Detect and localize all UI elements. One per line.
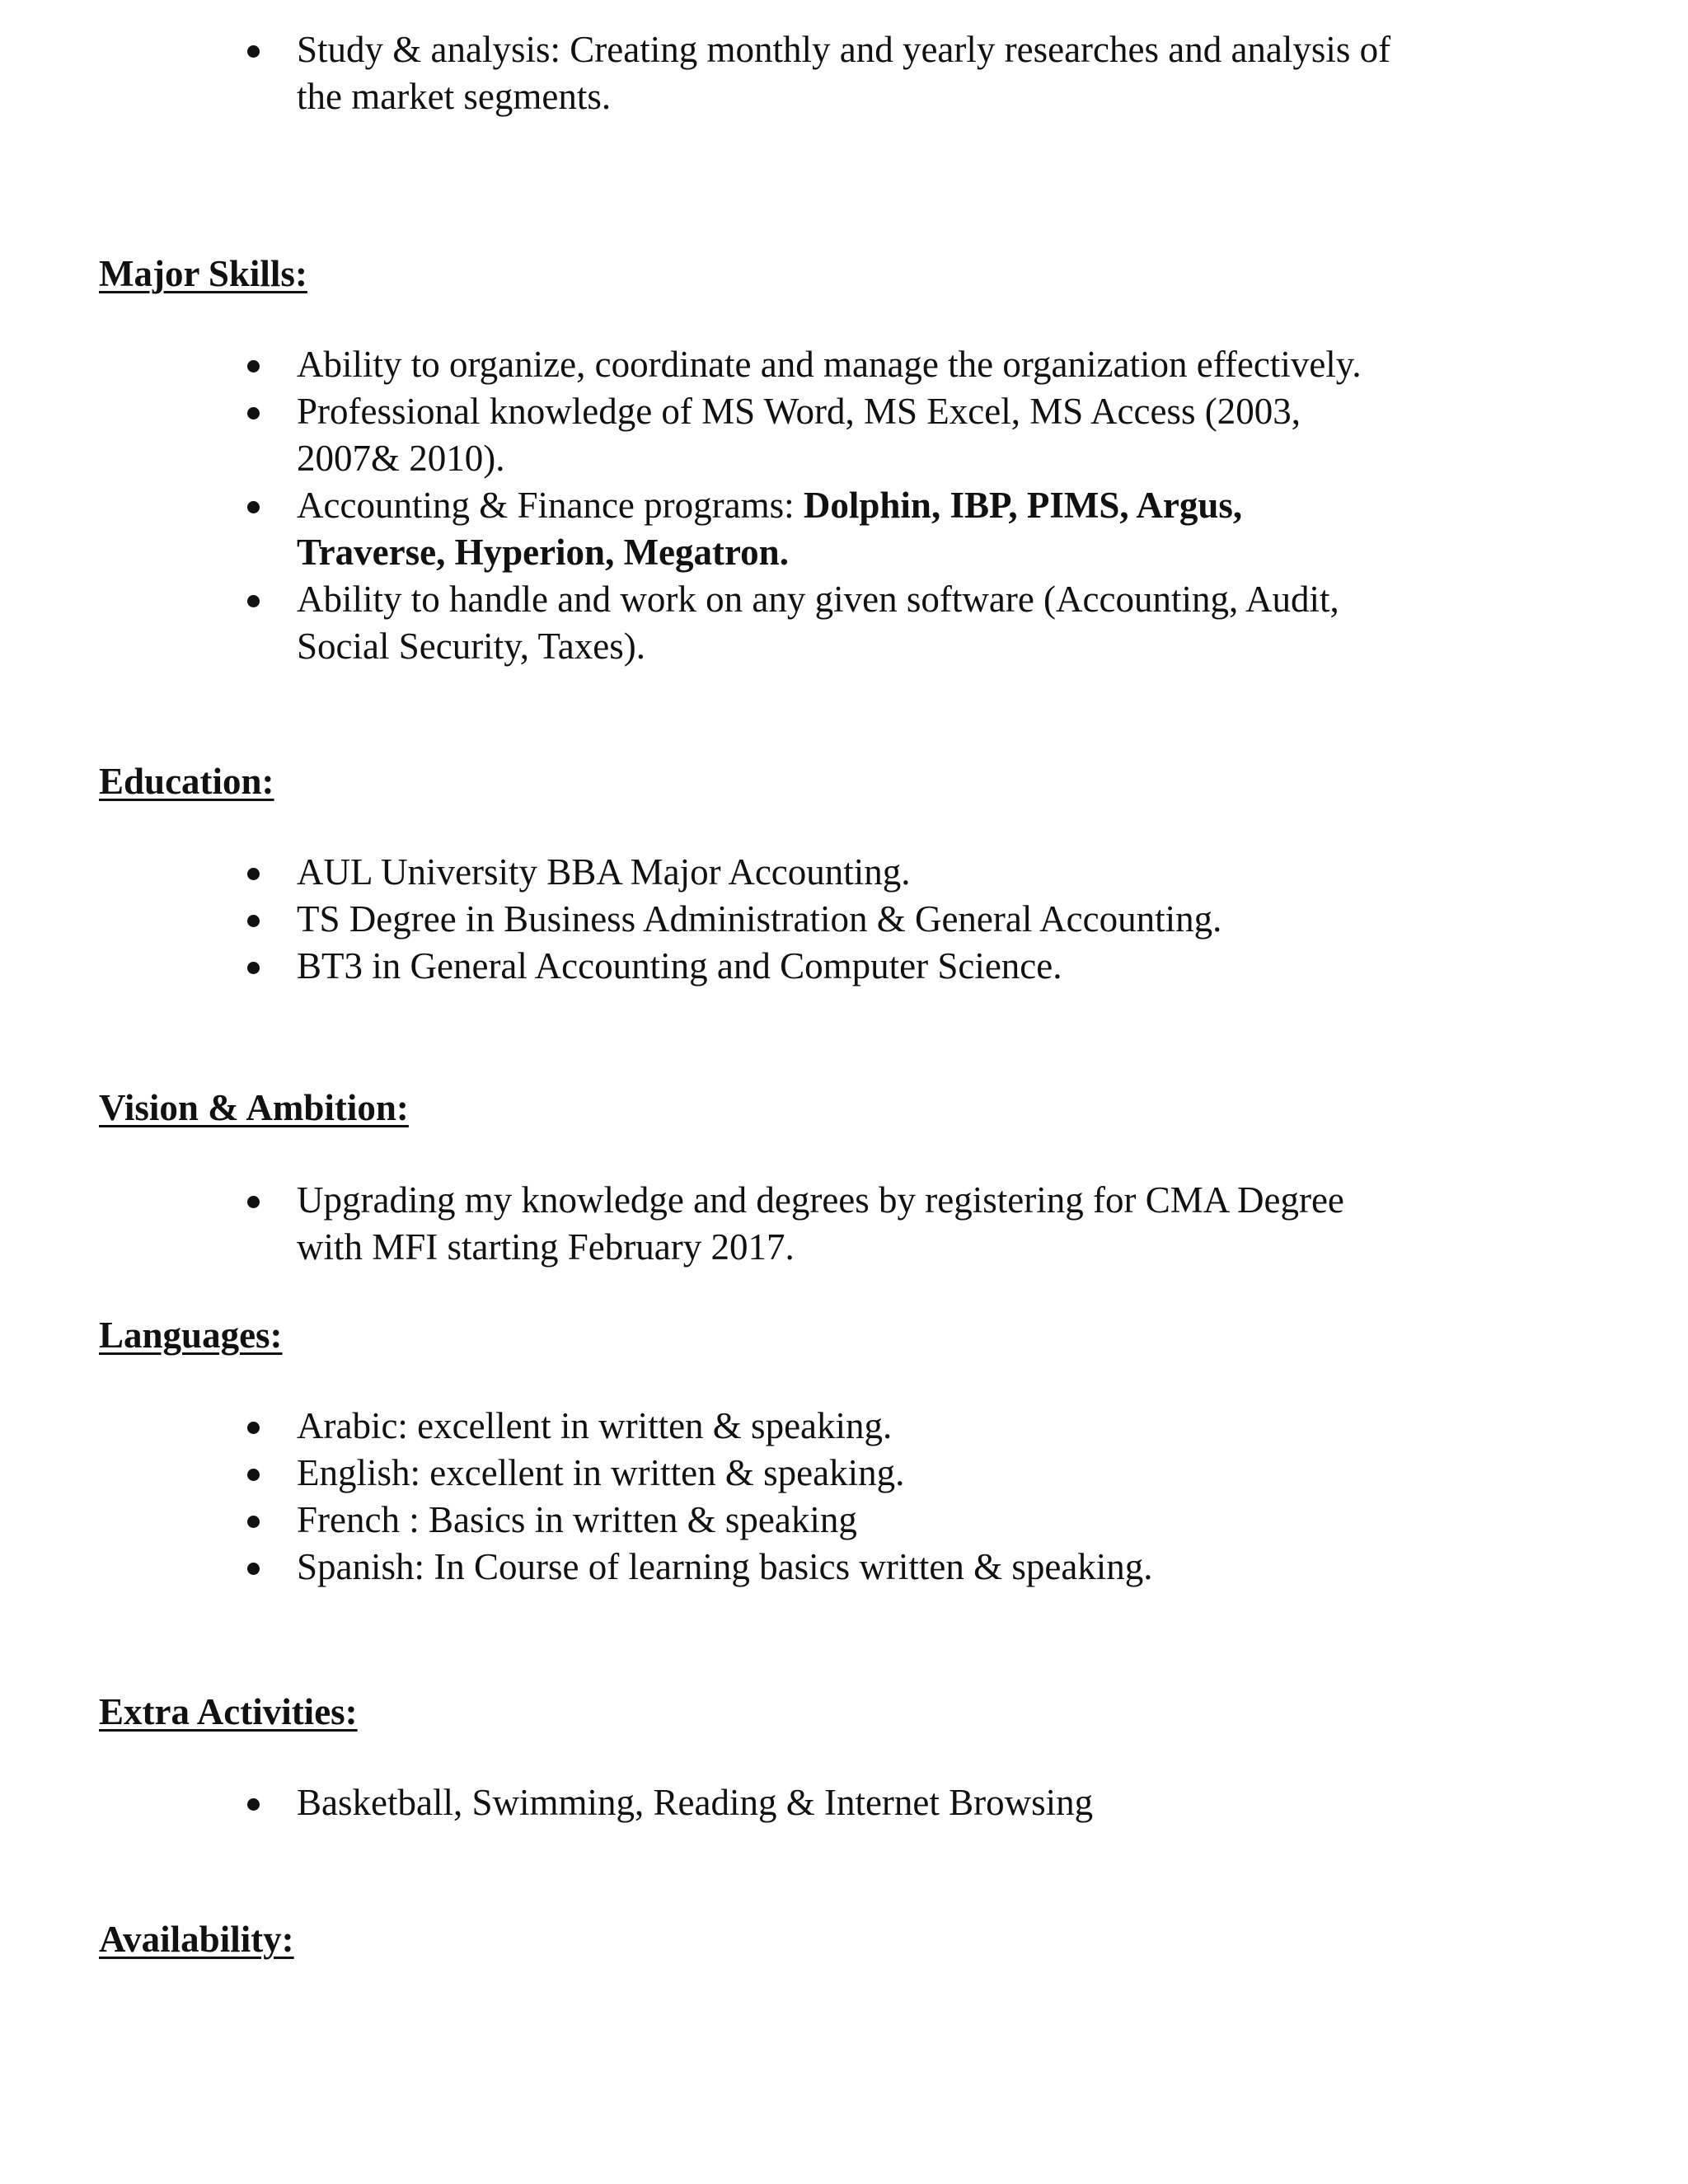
list-item-line: Upgrading my knowledge and degrees by registering for CMA Degree bbox=[297, 1179, 1344, 1221]
bullet-icon bbox=[247, 1516, 260, 1528]
list-item bbox=[0, 341, 1451, 388]
list-item-line: Arabic: excellent in written & speaking. bbox=[297, 1405, 893, 1446]
bullet-icon bbox=[247, 407, 260, 419]
list-item-line bbox=[297, 482, 1451, 529]
list-item-line: Ability to handle and work on any given software (Accounting, Audit, bbox=[297, 579, 1339, 620]
list-item-line: Study & analysis: Creating monthly and yearly researches and analysis of bbox=[297, 29, 1391, 70]
list-item bbox=[0, 388, 1451, 482]
bullet-icon bbox=[247, 868, 260, 880]
list-item bbox=[0, 26, 1451, 120]
list-item-line: Ability to organize, coordinate and manage the organization effectively. bbox=[297, 344, 1362, 385]
list-item-line: Basketball, Swimming, Reading & Internet Browsing bbox=[297, 1782, 1094, 1823]
list-item bbox=[0, 1544, 1451, 1591]
list-item bbox=[0, 849, 1451, 896]
list-item bbox=[0, 1779, 1451, 1826]
extra-activities-list bbox=[0, 1779, 1451, 1826]
bullet-icon bbox=[247, 1469, 260, 1481]
bullet-icon bbox=[247, 1798, 260, 1811]
list-item bbox=[0, 1177, 1451, 1271]
bullet-icon bbox=[247, 915, 260, 927]
availability-heading: Availability: bbox=[99, 1919, 294, 1960]
list-item bbox=[0, 896, 1451, 943]
bullet-icon bbox=[247, 360, 260, 373]
list-item bbox=[0, 1403, 1451, 1450]
software-intro-text: Accounting & Finance programs: bbox=[297, 485, 804, 526]
list-item bbox=[0, 576, 1451, 670]
bullet-icon bbox=[247, 1422, 260, 1434]
bullet-icon bbox=[247, 1196, 260, 1208]
list-item-line: with MFI starting February 2017. bbox=[297, 1226, 795, 1268]
vision-list bbox=[0, 1177, 1451, 1271]
list-item-line: AUL University BBA Major Accounting. bbox=[297, 851, 911, 893]
languages-heading: Languages: bbox=[99, 1315, 283, 1356]
education-heading: Education: bbox=[99, 761, 274, 802]
list-item-line: 2007& 2010). bbox=[297, 438, 505, 479]
vision-heading: Vision & Ambition: bbox=[99, 1087, 409, 1128]
extra-activities-heading: Extra Activities: bbox=[99, 1691, 358, 1732]
list-item-line: Social Security, Taxes). bbox=[297, 626, 645, 667]
list-item-line: the market segments. bbox=[297, 76, 612, 117]
list-item-line: Spanish: In Course of learning basics written & speaking. bbox=[297, 1546, 1153, 1587]
list-item-line: BT3 in General Accounting and Computer Science. bbox=[297, 945, 1062, 987]
prior-section-list bbox=[0, 26, 1451, 120]
list-item-line: English: excellent in written & speaking. bbox=[297, 1452, 905, 1493]
list-item bbox=[0, 943, 1451, 990]
software-names-bold: Dolphin, IBP, PIMS, Argus, bbox=[803, 485, 1243, 526]
list-item-line: TS Degree in Business Administration & General Accounting. bbox=[297, 898, 1222, 940]
major-skills-heading: Major Skills: bbox=[99, 253, 307, 294]
list-item-line: Professional knowledge of MS Word, MS Excel, MS Access (2003, bbox=[297, 391, 1301, 432]
education-list bbox=[0, 849, 1451, 990]
list-item bbox=[0, 1497, 1451, 1544]
software-names-bold: Traverse, Hyperion, Megatron. bbox=[297, 532, 789, 573]
bullet-icon bbox=[247, 1563, 260, 1575]
bullet-icon bbox=[247, 595, 260, 607]
bullet-icon bbox=[247, 45, 260, 58]
major-skills-list bbox=[0, 341, 1451, 670]
list-item bbox=[0, 1450, 1451, 1497]
languages-list bbox=[0, 1403, 1451, 1591]
list-item-line: French : Basics in written & speaking bbox=[297, 1499, 857, 1540]
bullet-icon bbox=[247, 962, 260, 974]
list-item bbox=[0, 482, 1451, 576]
bullet-icon bbox=[247, 501, 260, 513]
